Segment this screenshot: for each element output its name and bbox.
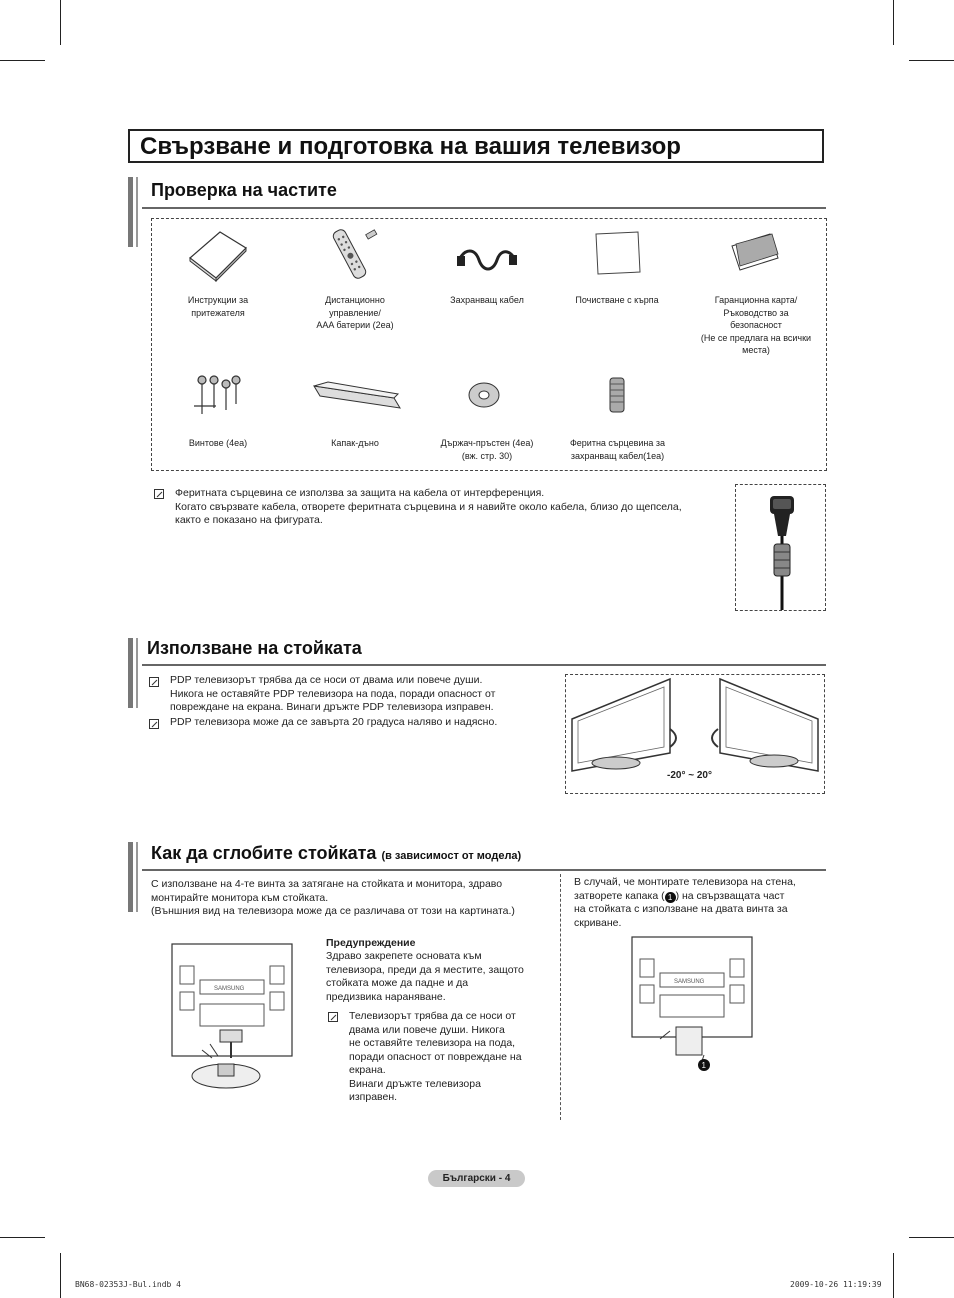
crop-mark bbox=[0, 1237, 45, 1238]
plug-with-ferrite-icon bbox=[752, 492, 812, 610]
stand-note-carry: PDP телевизорът трябва да се носи от двама или повече души. Никога не оставяйте PDP телевизора на пода, поради опасност от повреждане на екрана. Винаги дръжте PDP телевизора изправен. bbox=[170, 674, 496, 713]
crop-mark bbox=[0, 60, 45, 61]
section-rule bbox=[142, 207, 826, 209]
assemble-instructions: С използване на 4-те винта за затягане на стойката и монитора, здраво монтирайте монитора към стойката. (Външния вид на телевизора може да се различава от този на картината.) bbox=[151, 878, 515, 917]
section-heading-stand: Използване на стойката bbox=[147, 638, 362, 658]
note-icon bbox=[154, 489, 164, 499]
section-marker bbox=[136, 177, 138, 247]
heading-sub: (в зависимост от модела) bbox=[381, 850, 522, 862]
warranty-card-icon bbox=[730, 232, 780, 272]
note-icon bbox=[149, 677, 159, 687]
ferrite-core-icon bbox=[606, 374, 628, 416]
wall-mount-text-b: ) на свързващата част на стойката с използване на двата винта за скриване. bbox=[574, 889, 788, 929]
file-info: BN68-02353J-Bul.indb 4 bbox=[75, 1280, 181, 1289]
crop-mark bbox=[60, 1253, 61, 1298]
note-icon bbox=[149, 719, 159, 729]
part-caption: Феритна сърцевина за захранващ кабел(1ea) bbox=[569, 438, 666, 461]
bottom-cover-icon bbox=[308, 380, 404, 414]
part-caption: Почистване с кърпа bbox=[575, 295, 659, 305]
part-caption: Капак-дъно bbox=[331, 438, 379, 448]
cleaning-cloth-icon bbox=[594, 230, 642, 276]
section-rule bbox=[142, 664, 826, 666]
crop-mark bbox=[909, 60, 954, 61]
screws-icon bbox=[190, 374, 244, 420]
wall-mount-cover-illustration bbox=[630, 935, 758, 1075]
page-title-box bbox=[128, 129, 824, 163]
heading-main: Как да сглобите стойката bbox=[151, 843, 377, 863]
svg-text:SAMSUNG: SAMSUNG bbox=[214, 986, 245, 992]
column-divider bbox=[560, 874, 561, 1120]
rotation-label: -20° ~ 20° bbox=[667, 770, 712, 781]
crop-mark bbox=[893, 1253, 894, 1298]
power-cord-icon bbox=[455, 246, 519, 274]
crop-mark bbox=[893, 0, 894, 45]
section-marker bbox=[136, 842, 138, 912]
stand-assembly-illustration bbox=[170, 940, 300, 1110]
print-timestamp: 2009-10-26 11:19:39 bbox=[790, 1280, 882, 1289]
part-caption: Винтове (4ea) bbox=[188, 438, 248, 448]
warning-note: Телевизорът трябва да се носи от двама или повече души. Никога не оставяйте телевизора на пода, поради опасност от повреждане на екрана. Винаги дръжте телевизора изправен. bbox=[349, 1010, 522, 1103]
tv-rotation-illustration bbox=[566, 675, 824, 775]
part-caption: Гаранционна карта/ Ръководство за безопасност (Не се предлага на всички места) bbox=[700, 295, 812, 355]
warning-text: Здраво закрепете основата към телевизора, преди да я местите, защото стойката може да падне и да предизвика нараняване. bbox=[326, 950, 524, 1003]
note-icon bbox=[328, 1012, 338, 1022]
section-marker bbox=[128, 842, 133, 912]
remote-control-icon bbox=[330, 226, 382, 282]
holder-ring-icon bbox=[466, 380, 502, 410]
crop-mark bbox=[909, 1237, 954, 1238]
wall-mount-text bbox=[574, 876, 824, 930]
warning-title: Предупреждение bbox=[326, 937, 416, 949]
section-marker bbox=[128, 177, 133, 247]
section-heading-parts: Проверка на частите bbox=[151, 180, 337, 200]
wall-mount-text-a: В случай, че монтирате телевизора на стена, затворете капака ( bbox=[574, 876, 796, 902]
part-caption: Инструкции за притежателя bbox=[187, 295, 249, 318]
ferrite-note: Феритната сърцевина се използва за защита на кабела от интерференция. Когато свързвате кабела, отворете феритната сърцевина и я навийте около кабела, близо до щепсела, както е показано на фигурата. bbox=[175, 487, 682, 526]
manual-icon bbox=[186, 228, 250, 282]
part-caption: Захранващ кабел bbox=[450, 295, 524, 305]
page-title: Свързване и подготовка на вашия телевизор bbox=[140, 133, 681, 160]
section-marker bbox=[136, 638, 138, 708]
callout-number: 1 bbox=[665, 892, 676, 903]
section-heading-assemble bbox=[151, 843, 521, 864]
page-number-pill: Български - 4 bbox=[428, 1170, 525, 1187]
stand-note-rotate: PDP телевизора може да се завърта 20 градуса наляво и надясно. bbox=[170, 716, 498, 728]
svg-text:SAMSUNG: SAMSUNG bbox=[674, 979, 705, 985]
part-caption: Дистанционно управление/ AAA батерии (2ea) bbox=[316, 295, 394, 330]
section-marker bbox=[128, 638, 133, 708]
section-rule bbox=[142, 869, 826, 871]
crop-mark bbox=[60, 0, 61, 45]
part-caption: Държач-пръстен (4ea) (вж. стр. 30) bbox=[440, 438, 534, 461]
svg-text:1: 1 bbox=[701, 1061, 706, 1070]
